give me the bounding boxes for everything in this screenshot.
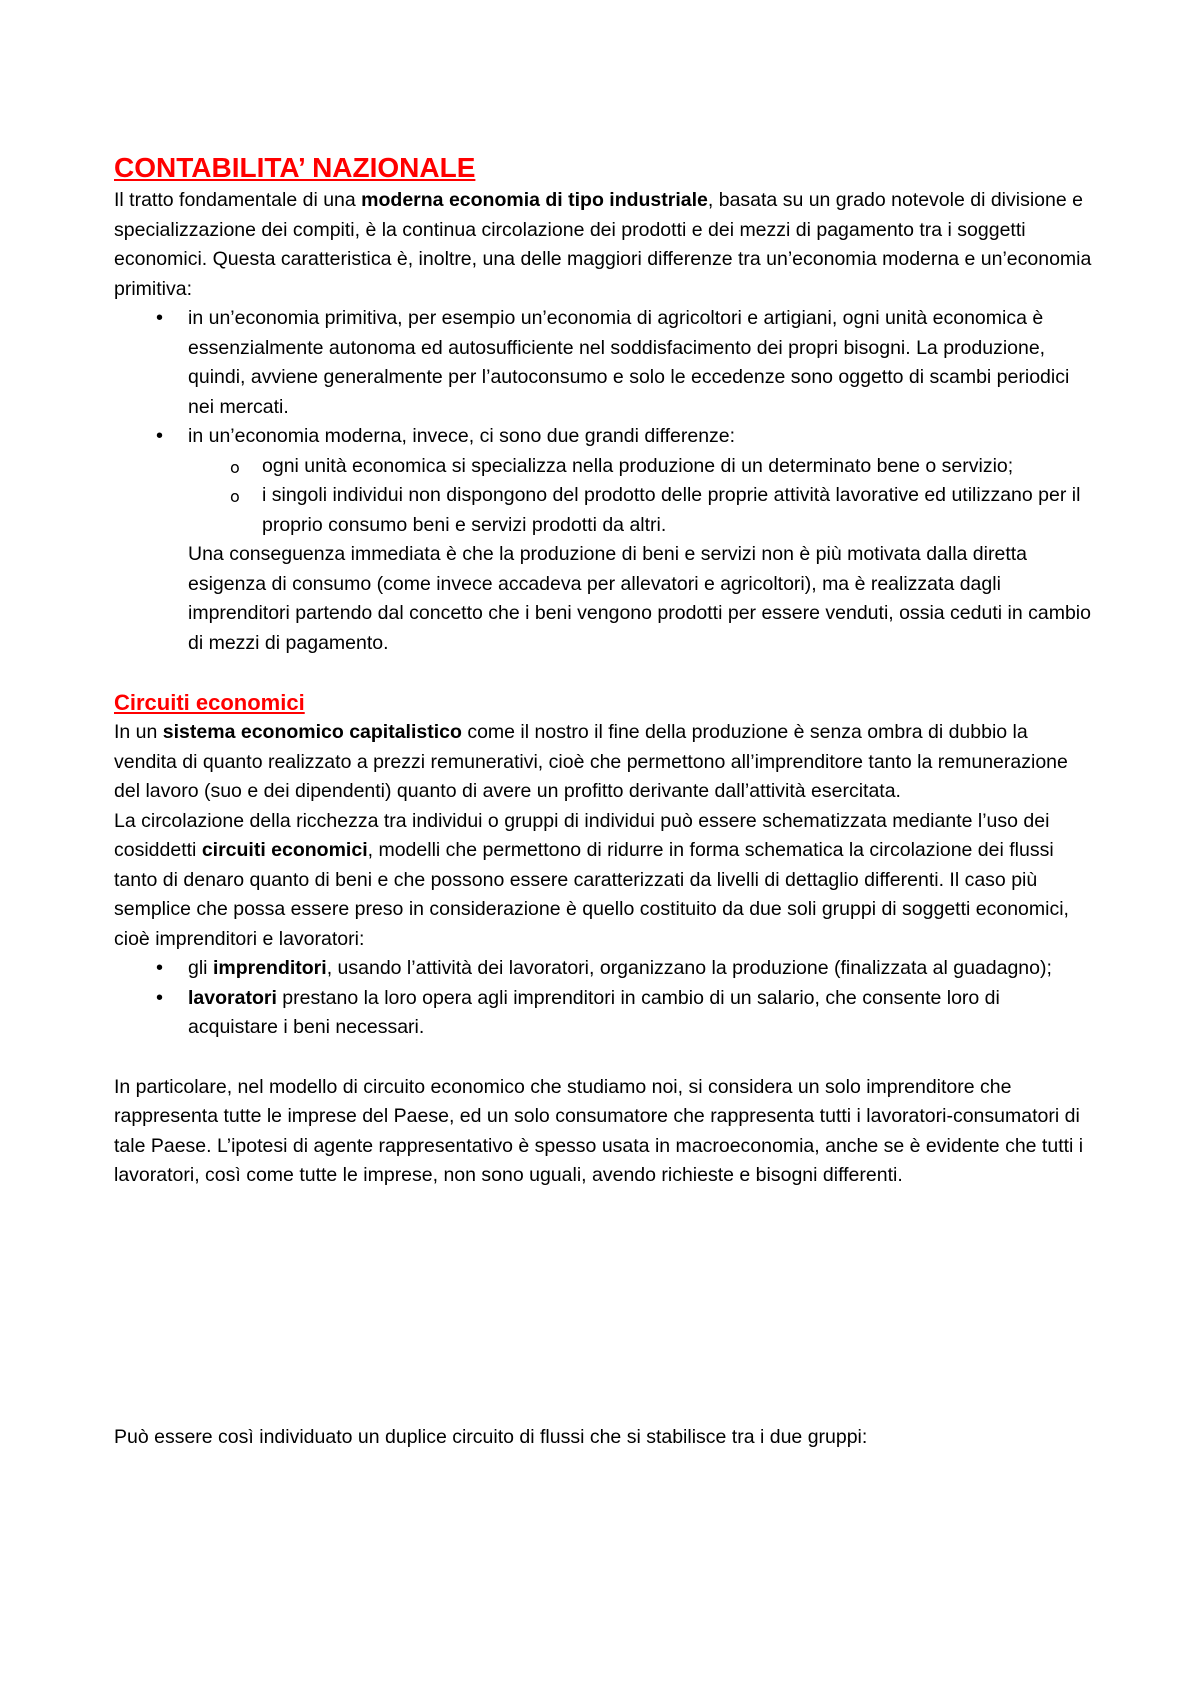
sub-list-item xyxy=(188,481,1094,540)
intro-text-1: Il tratto fondamentale di una xyxy=(114,189,362,211)
paragraph-text: In un xyxy=(114,721,163,743)
sub-list-item-text: i singoli individui non dispongono del prodotto delle proprie attività lavorative ed utilizzano per il proprio consumo beni e servizi prodotti da altri. xyxy=(262,484,1081,536)
list-item-text: gli xyxy=(188,957,213,979)
intro-bold-term: moderna economia di tipo industriale xyxy=(361,189,708,211)
bullet-list-economies xyxy=(114,304,1094,540)
bold-term: sistema economico capitalistico xyxy=(162,721,462,743)
sub-bullet-marker: o xyxy=(230,487,240,506)
list-item-text: , usando l’attività dei lavoratori, organizzano la produzione (finalizzata al guadagno); xyxy=(326,957,1052,979)
paragraph-text: , modelli che permettono di ridurre in forma schematica la circolazione dei flussi tanto di denaro quanto di beni e che possono essere caratterizzati da livelli di dettaglio differenti. Il caso più semplice che possa essere preso in considerazione è quello costituito da due soli gruppi di soggetti economici, cioè imprenditori e lavoratori: xyxy=(114,839,1069,950)
section-paragraph-3: In particolare, nel modello di circuito economico che studiamo noi, si considera un solo imprenditore che rappresenta tutte le imprese del Paese, ed un solo consumatore che rappresenta tutti i lavoratori-consumatori di tale Paese. L’ipotesi di agente rappresentativo è spesso usata in macroeconomia, anche se è evidente che tutti i lavoratori, così come tutte le imprese, non sono uguali, avendo richieste e bisogni differenti. xyxy=(114,1075,1084,1186)
sub-list-item xyxy=(188,452,1094,482)
bold-term: imprenditori xyxy=(212,957,327,979)
bold-term: lavoratori xyxy=(188,986,277,1009)
page-title: CONTABILITA’ NAZIONALE xyxy=(114,152,476,183)
list-item-text: in un’economia primitiva, per esempio un’economia di agricoltori e artigiani, ogni unità economica è essenzialmente autonoma ed autosufficiente nel soddisfacimento dei propri bisogni. La produzione, quindi, avviene generalmente per l’autoconsumo e solo le eccedenze sono oggetto di scambi periodici nei mercati. xyxy=(188,307,1070,418)
paragraph-text: La circolazione della ricchezza tra individui o gruppi di individui può essere schematizzata mediante l’uso dei cosiddetti xyxy=(114,809,1050,861)
list-item xyxy=(114,422,1094,540)
section-paragraph-4: Può essere così individuato un duplice circuito di flussi che si stabilisce tra i due gruppi: xyxy=(114,1425,868,1448)
paragraph-text: come il nostro il fine della produzione è senza ombra di dubbio la vendita di quanto realizzato a prezzi remunerativi, cioè che permettono all’imprenditore tanto la remunerazione del lavoro (suo e dei dipendenti) quanto di avere un profitto derivante dall’attività esercitata. xyxy=(114,721,1068,802)
sub-bullet-marker: o xyxy=(230,457,240,477)
spacer xyxy=(114,1191,1094,1423)
sub-bullet-list xyxy=(188,452,1094,541)
section-paragraph-1 xyxy=(114,718,1094,807)
sub-list-item-text: ogni unità economica si specializza nella produzione di un determinato bene o servizio; xyxy=(262,454,1014,477)
bullet-list-groups xyxy=(114,954,1094,1043)
section-heading: Circuiti economici xyxy=(114,690,305,715)
list-item xyxy=(114,954,1094,984)
intro-text-2: , basata su un grado notevole di divisione e specializzazione dei compiti, è la continua circolazione dei prodotti e dei mezzi di pagamento tra i soggetti economici. Questa caratteristica è, inoltre, una delle maggiori differenze tra un’economia moderna e un’economia primitiva: xyxy=(114,189,1092,300)
bullet-marker: • xyxy=(156,957,164,979)
document-body xyxy=(114,150,1094,1452)
intro-paragraph xyxy=(114,186,1094,304)
bullet-marker: • xyxy=(156,425,164,447)
bold-term: circuiti economici xyxy=(201,839,368,861)
spacer xyxy=(114,658,1094,688)
list-item-text: prestano la loro opera agli imprenditori in cambio di un salario, che consente loro di acquistare i beni necessari. xyxy=(188,986,1000,1038)
spacer xyxy=(114,1043,1094,1073)
consequence-paragraph: Una conseguenza immediata è che la produzione di beni e servizi non è più motivata dalla diretta esigenza di consumo (come invece accadeva per allevatori e agricoltori), ma è realizzata dagli imprenditori partendo dal concetto che i beni vengono prodotti per essere venduti, ossia ceduti in cambio di mezzi di pagamento. xyxy=(188,543,1091,654)
section-paragraph-2 xyxy=(114,807,1094,955)
list-item-text: in un’economia moderna, invece, ci sono due grandi differenze: xyxy=(188,425,736,447)
bullet-marker: • xyxy=(156,307,164,329)
list-item xyxy=(114,984,1094,1043)
bullet-marker: • xyxy=(156,986,164,1009)
list-item xyxy=(114,304,1094,422)
